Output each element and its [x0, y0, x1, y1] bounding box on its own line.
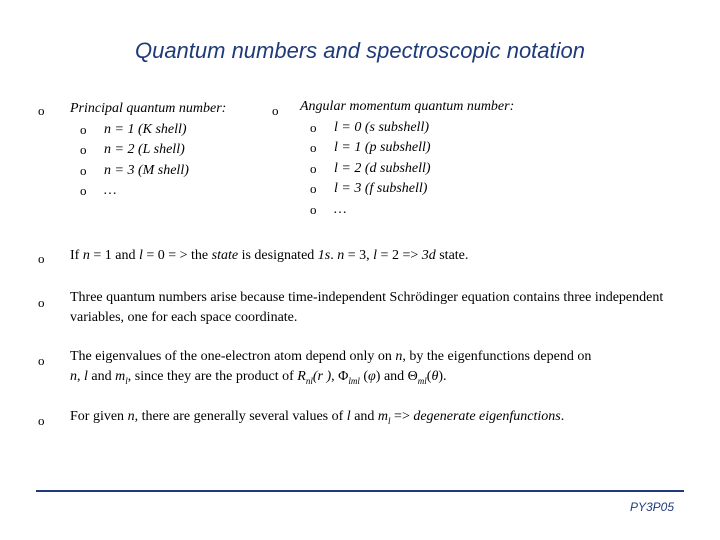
list-item: o l = 3 (f subshell) — [310, 181, 428, 196]
three-quantum-numbers-text: Three quantum numbers arise because time-independent Schrödinger equation contains three independent variables, one for each space coordinate. — [70, 290, 664, 325]
bullet-marker: o — [38, 353, 45, 368]
principal-quantum-list — [70, 99, 226, 202]
list-item: o n = 1 (K shell) — [80, 121, 187, 137]
bullet-marker: o — [38, 295, 45, 310]
list-item: o n = 2 (L shell) — [80, 142, 185, 157]
degenerate-text: For given n, there are generally several values of l and $m_l$ => degenerate eigenfunctions. — [70, 409, 565, 426]
list-item: o l = 2 (d subshell) — [310, 160, 431, 176]
notation-example: If n = 1 and l = 0 = > the state is designated 1s. n = 3, l = 2 => 3d state. — [70, 248, 469, 263]
principal-heading: Principal quantum number: — [70, 101, 227, 116]
footer-rule — [36, 490, 684, 492]
eigenvalues-text: The eigenvalues of the one-electron atom depend only on n, by the eigenfunctions depend on n, l and $m_l$, since they are the product of $R_{nl}(r$ ), $\Phi_{lml}$ (φ) and $\Theta_{ml}(\theta)$. — [70, 349, 592, 386]
angular-heading: Angular momentum quantum number: — [300, 99, 515, 114]
list-item: o l = 1 (p subshell) — [310, 140, 431, 155]
angular-quantum-list — [300, 97, 514, 220]
list-item: o … — [80, 183, 117, 198]
bullet-marker: o — [272, 103, 279, 118]
list-item: o l = 0 (s subshell) — [310, 119, 429, 135]
list-item: o n = 3 (M shell) — [80, 162, 189, 178]
bullet-marker: o — [38, 413, 45, 428]
list-item: o … — [310, 201, 347, 217]
bullet-marker: o — [38, 251, 45, 266]
bullet-marker: o — [38, 103, 45, 118]
slide-title: Quantum numbers and spectroscopic notation — [134, 38, 586, 63]
course-code: PY3P05 — [629, 500, 674, 514]
